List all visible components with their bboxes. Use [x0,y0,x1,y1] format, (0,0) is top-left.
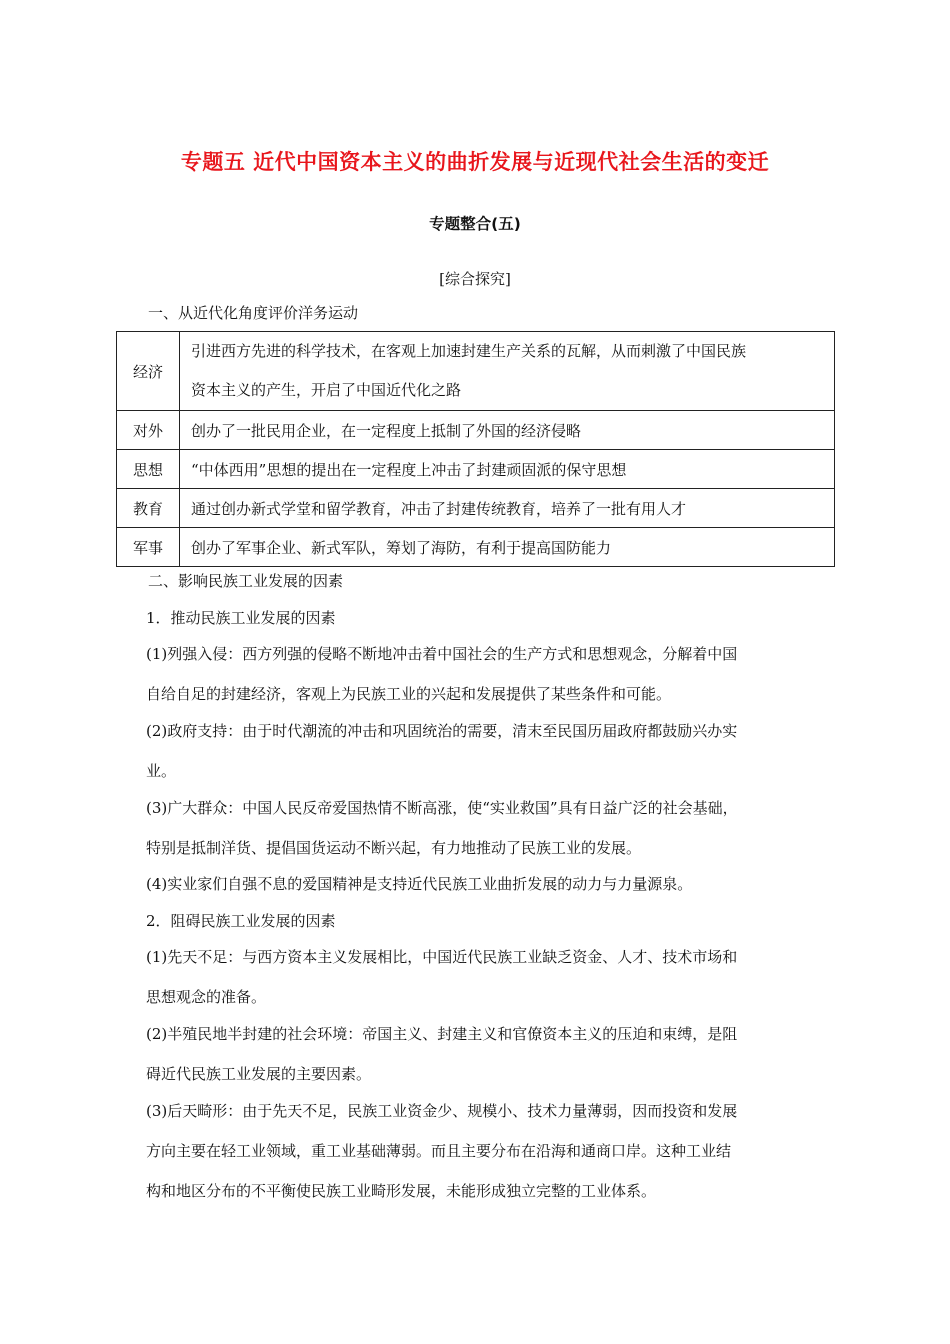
paragraph-line: (2)政府支持：由于时代潮流的冲击和巩固统治的需要，清末至民国历届政府都鼓励兴办实 [146,722,738,740]
row-content-line: 资本主义的产生，开启了中国近代化之路 [191,381,462,399]
table-row [117,411,835,450]
evaluation-table [116,331,835,567]
paragraph-line: 特别是抵制洋货、提倡国货运动不断兴起，有力地推动了民族工业的发展。 [146,839,642,857]
paragraph-line: 方向主要在轻工业领域，重工业基础薄弱。而且主要分布在沿海和通商口岸。这种工业结 [146,1142,732,1160]
sub-heading-hinder: 2．阻碍民族工业发展的因素 [146,912,336,930]
row-content: 创办了一批民用企业，在一定程度上抵制了外国的经济侵略 [180,411,835,450]
part2-heading: 二、影响民族工业发展的因素 [148,572,344,590]
row-label: 对外 [117,411,180,450]
paragraph-line: (3)广大群众：中国人民反帝爱国热情不断高涨，使“实业救国”具有日益广泛的社会基础， [146,799,738,817]
paragraph-line: (1)列强入侵：西方列强的侵略不断地冲击着中国社会的生产方式和思想观念，分解着中国 [146,645,738,663]
paragraph-line: 思想观念的准备。 [146,988,267,1006]
section-tag: [综合探究] [439,270,511,288]
row-content-line: 引进西方先进的科学技术，在客观上加速封建生产关系的瓦解，从而刺激了中国民族 [191,342,747,360]
table-row [117,332,835,411]
row-content: “中体西用”思想的提出在一定程度上冲击了封建顽固派的保守思想 [180,450,835,489]
document-title: 专题五 近代中国资本主义的曲折发展与近现代社会生活的变迁 [180,150,770,174]
paragraph-line: (3)后天畸形：由于先天不足，民族工业资金少、规模小、技术力量薄弱，因而投资和发展 [146,1102,738,1120]
row-content: 通过创办新式学堂和留学教育，冲击了封建传统教育，培养了一批有用人才 [180,489,835,528]
paragraph-line: 自给自足的封建经济，客观上为民族工业的兴起和发展提供了某些条件和可能。 [146,685,672,703]
paragraph-line: (2)半殖民地半封建的社会环境：帝国主义、封建主义和官僚资本主义的压迫和束缚，是阻 [146,1025,738,1043]
paragraph-line: 碍近代民族工业发展的主要因素。 [146,1065,372,1083]
part1-heading: 一、从近代化角度评价洋务运动 [148,304,359,322]
paragraph-line: (4)实业家们自强不息的爱国精神是支持近代民族工业曲折发展的动力与力量源泉。 [146,875,693,893]
row-label: 教育 [117,489,180,528]
row-label: 经济 [117,332,180,411]
row-label: 思想 [117,450,180,489]
row-label: 军事 [117,528,180,567]
paragraph-line: (1)先天不足：与西方资本主义发展相比，中国近代民族工业缺乏资金、人才、技术市场和 [146,948,738,966]
paragraph-line: 构和地区分布的不平衡使民族工业畸形发展，未能形成独立完整的工业体系。 [146,1182,657,1200]
row-content [180,332,835,411]
row-content: 创办了军事企业、新式军队，筹划了海防，有利于提高国防能力 [180,528,835,567]
document-subtitle: 专题整合(五) [429,215,521,233]
table-row [117,450,835,489]
paragraph-line: 业。 [146,762,177,780]
sub-heading-promote: 1．推动民族工业发展的因素 [146,609,336,627]
table-row [117,489,835,528]
table-row [117,528,835,567]
